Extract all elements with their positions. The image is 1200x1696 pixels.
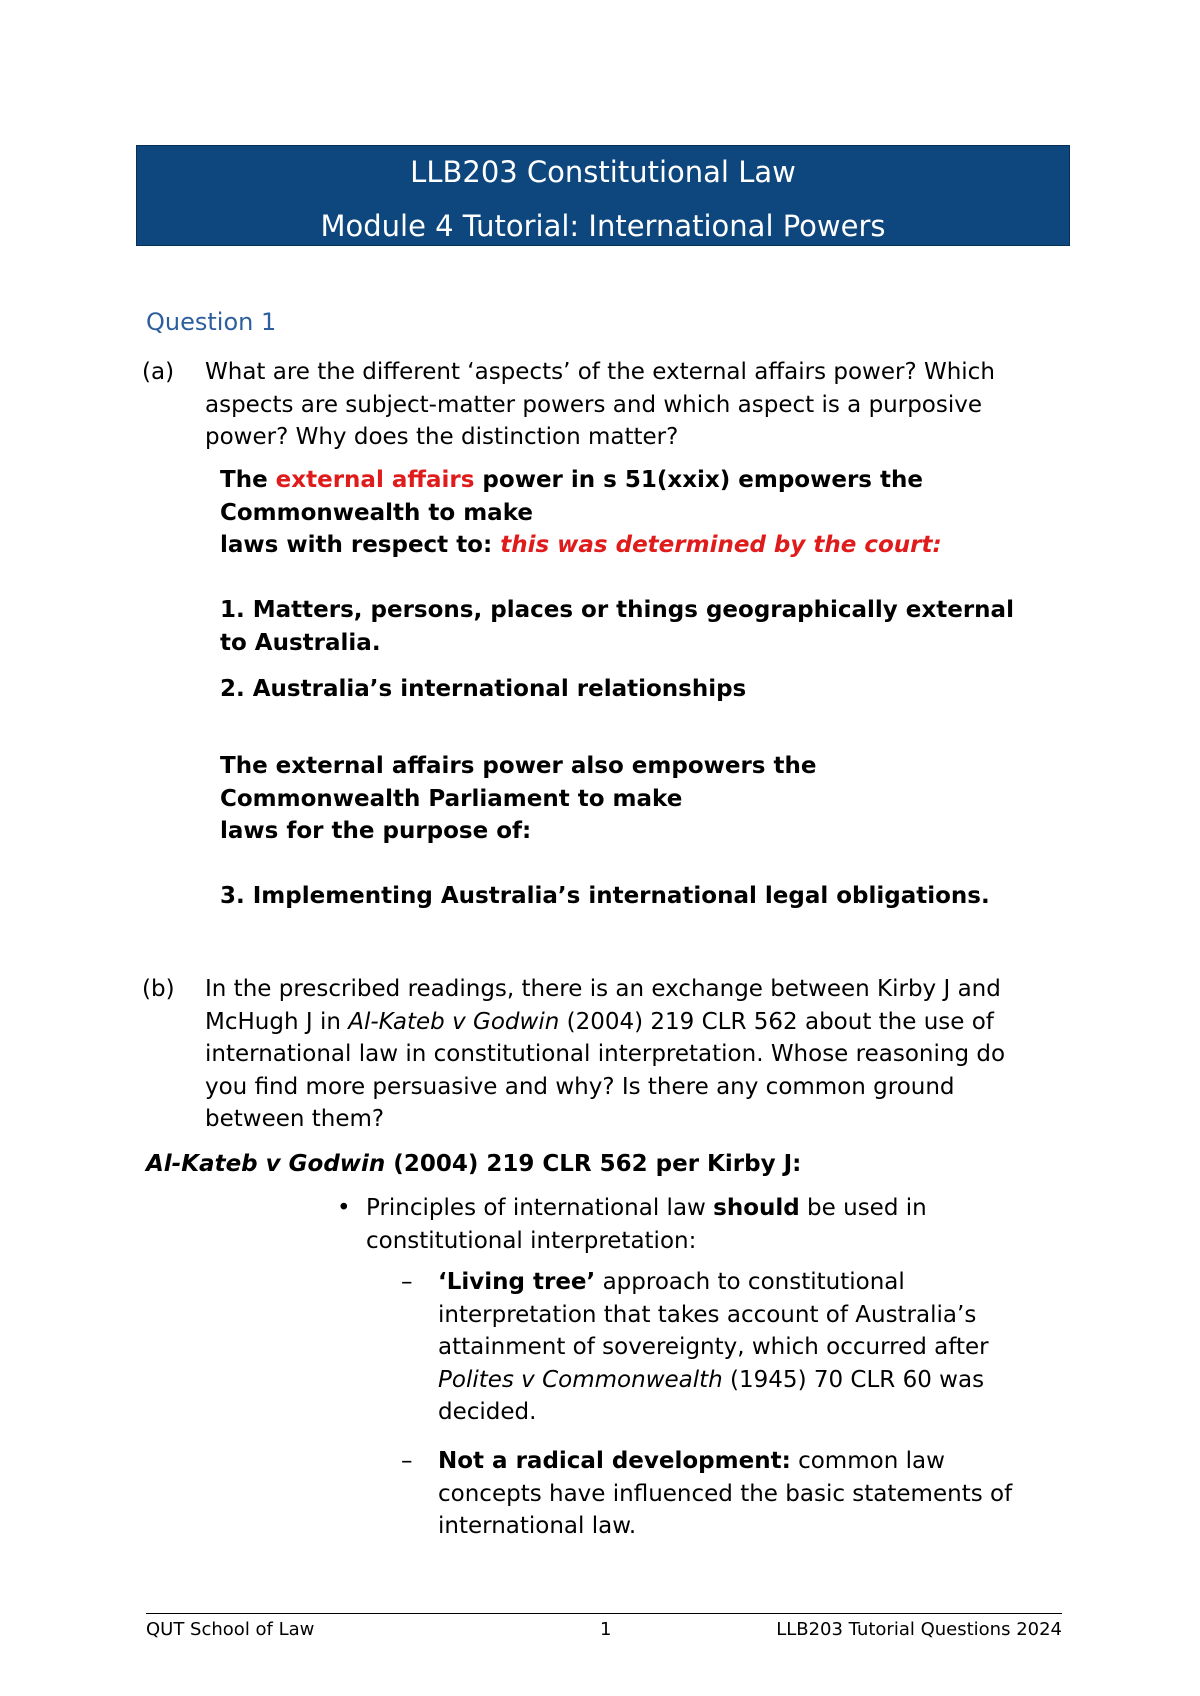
text-line: international law in constitutional interpretation. Whose reasoning do — [205, 1041, 1006, 1067]
text-line: interpretation that takes account of Australia’s — [438, 1301, 977, 1328]
answer-purpose — [220, 750, 1080, 848]
footer-left: QUT School of Law — [146, 1619, 315, 1640]
answer-item-1 — [220, 594, 1080, 659]
text-span: approach to constitutional — [595, 1269, 905, 1295]
text-line — [438, 1364, 1058, 1397]
answer-intro — [220, 464, 1080, 562]
dash-icon: – — [401, 1448, 413, 1474]
part-label: (b) — [142, 976, 175, 1002]
module-title: Module 4 Tutorial: International Powers — [320, 209, 886, 243]
bullet-icon: • — [337, 1195, 351, 1221]
case-name: Al-Kateb v Godwin — [348, 1008, 560, 1035]
text-line: decided. — [438, 1399, 537, 1425]
bold-text: ‘Living tree’ — [438, 1269, 596, 1295]
text-line: In the prescribed readings, there is an exchange between Kirby J and — [205, 976, 1001, 1002]
text-line — [205, 1006, 1065, 1039]
text-line: 1. Matters, persons, places or things geographically external — [220, 597, 1014, 623]
page-number: 1 — [600, 1619, 612, 1640]
text-line — [366, 1192, 966, 1225]
bullet-text — [366, 1192, 966, 1257]
text-span: Principles of international law — [366, 1195, 714, 1221]
text-span: laws with respect to: — [220, 532, 501, 558]
text-span: The — [220, 467, 276, 493]
question-heading: Question 1 — [146, 308, 277, 336]
text-line: you find more persuasive and why? Is there any common ground — [205, 1073, 955, 1100]
text-line: aspects are subject-matter powers and which aspect is a purposive — [205, 391, 983, 418]
text-line: concepts have influenced the basic statements of — [438, 1480, 1013, 1507]
part-label: (a) — [142, 359, 175, 385]
text-line: constitutional interpretation: — [366, 1227, 697, 1254]
text-span: (1945) 70 CLR 60 was — [722, 1366, 985, 1393]
text-line — [220, 464, 1080, 497]
text-span: be used in — [799, 1195, 927, 1221]
text-line: The external affairs power also empowers the — [220, 753, 817, 779]
text-span: (2004) 219 CLR 562 per Kirby J: — [385, 1151, 802, 1177]
text-span: McHugh J in — [205, 1008, 349, 1035]
text-line — [438, 1445, 1058, 1478]
dash-icon: – — [401, 1269, 413, 1295]
text-line: What are the different ‘aspects’ of the external affairs power? Which — [205, 359, 995, 385]
text-line: attainment of sovereignty, which occurred after — [438, 1334, 989, 1360]
bold-text: Not a radical development: — [438, 1448, 791, 1474]
text-line — [438, 1266, 1058, 1299]
text-line: Commonwealth to make — [220, 499, 533, 526]
sub-bullet-text — [438, 1445, 1058, 1543]
text-line: international law. — [438, 1513, 637, 1539]
text-line: between them? — [205, 1106, 385, 1132]
text-line: Commonwealth Parliament to make — [220, 785, 683, 812]
sub-bullet-text — [438, 1266, 1058, 1429]
answer-item-3: 3. Implementing Australia’s international legal obligations. — [220, 883, 990, 909]
highlight-text: external affairs — [275, 467, 475, 493]
footer-divider — [146, 1613, 1062, 1614]
text-span: common law — [790, 1448, 945, 1474]
text-span: power in s 51(xxix) empowers the — [474, 467, 923, 493]
part-b-text — [205, 973, 1065, 1136]
text-line — [220, 529, 1080, 562]
part-a-text — [205, 356, 1065, 454]
text-line: laws for the purpose of: — [220, 818, 532, 844]
text-line: power? Why does the distinction matter? — [205, 424, 679, 450]
case-name: Polites v Commonwealth — [438, 1366, 723, 1393]
text-span: (2004) 219 CLR 562 about the use of — [559, 1008, 994, 1035]
title-banner — [136, 145, 1070, 246]
course-title: LLB203 Constitutional Law — [410, 155, 796, 189]
bold-text: should — [713, 1195, 800, 1221]
case-heading — [146, 1148, 801, 1180]
case-name: Al-Kateb v Godwin — [146, 1151, 386, 1177]
footer-right: LLB203 Tutorial Questions 2024 — [776, 1619, 1062, 1640]
highlight-text: this was determined by the court: — [500, 532, 942, 558]
text-line: to Australia. — [220, 629, 381, 656]
answer-item-2: 2. Australia’s international relationships — [220, 676, 747, 702]
